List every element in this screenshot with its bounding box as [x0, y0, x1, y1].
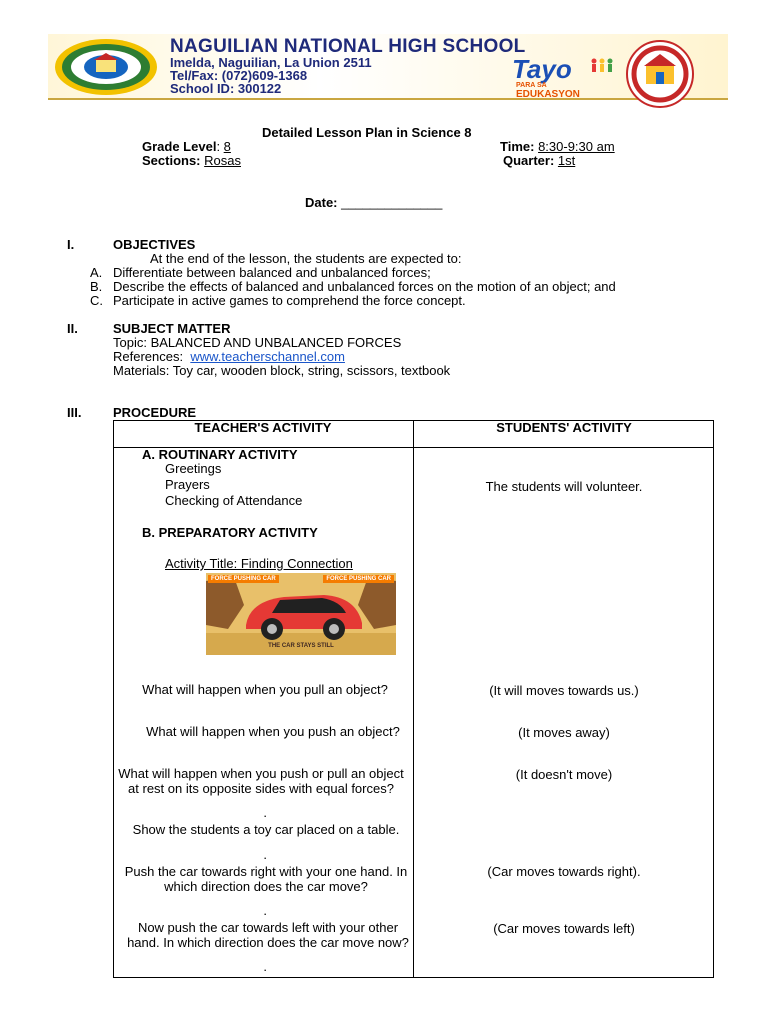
school-telfax: Tel/Fax: (072)609-1368	[170, 68, 308, 83]
time-label: Time:	[500, 139, 535, 154]
time	[500, 139, 615, 154]
grade-level	[142, 139, 231, 154]
routinary-item: Checking of Attendance	[165, 493, 303, 508]
subject-references	[113, 349, 345, 364]
routinary-heading: A. ROUTINARY ACTIVITY	[142, 447, 298, 462]
table-column-divider	[413, 420, 414, 978]
date-line	[305, 195, 442, 210]
answer-pull: (It will moves towards us.)	[489, 683, 639, 698]
question-pull: What will happen when you pull an object?	[142, 682, 388, 697]
question-push-right: Push the car towards right with your one hand. In which direction does the car move?	[124, 864, 408, 894]
answer-push-right: (Car moves towards right).	[487, 864, 641, 879]
quarter-value: 1st	[557, 153, 576, 168]
school-name: NAGUILIAN NATIONAL HIGH SCHOOL	[170, 36, 526, 57]
objective-c: Participate in active games to comprehend the force concept.	[113, 293, 466, 308]
tayo-logo	[510, 56, 620, 100]
objectives-heading: OBJECTIVES	[113, 237, 196, 252]
objective-c-letter: C.	[90, 293, 103, 308]
separator-dot: ·	[263, 850, 268, 865]
answer-push: (It moves away)	[518, 725, 610, 740]
document-title: Detailed Lesson Plan in Science 8	[262, 125, 472, 140]
separator-dot: ·	[263, 808, 268, 823]
sections-value: Rosas	[204, 153, 241, 168]
people-icon	[590, 58, 614, 72]
separator-dot: ·	[263, 962, 268, 977]
school-address: Imelda, Naguilian, La Union 2511	[170, 55, 372, 70]
image-label-right: FORCE PUSHING CAR	[323, 575, 394, 583]
objectives-numeral: I.	[67, 237, 75, 252]
question-push: What will happen when you push an object?	[146, 724, 400, 739]
date-blank: ______________	[341, 195, 443, 210]
subject-matter-numeral: II.	[67, 321, 78, 336]
objective-a-letter: A.	[90, 265, 103, 280]
subject-topic: Topic: BALANCED AND UNBALANCED FORCES	[113, 335, 402, 350]
tayo-sub2: EDUKASYON	[516, 89, 580, 100]
objective-a: Differentiate between balanced and unbalanced forces;	[113, 265, 431, 280]
separator-dot: ·	[263, 906, 268, 921]
subject-matter-heading: SUBJECT MATTER	[113, 321, 231, 336]
school-id: School ID: 300122	[170, 81, 282, 96]
procedure-heading: PROCEDURE	[113, 405, 197, 420]
objectives-intro: At the end of the lesson, the students are expected to:	[150, 251, 462, 266]
routinary-item: Prayers	[165, 477, 210, 492]
sections	[142, 153, 241, 168]
date-label: Date:	[305, 195, 338, 210]
image-label-left: FORCE PUSHING CAR	[208, 575, 279, 583]
routinary-student-response: The students will volunteer.	[485, 479, 643, 494]
time-value: 8:30-9:30 am	[538, 139, 615, 154]
answer-equal-forces: (It doesn't move)	[515, 767, 613, 782]
routinary-item: Greetings	[165, 461, 222, 476]
objective-b: Describe the effects of balanced and unbalanced forces on the motion of an object; and	[113, 279, 616, 294]
school-logo	[54, 38, 158, 96]
deped-seal	[626, 40, 694, 108]
activity-title: Activity Title: Finding Connection	[165, 556, 353, 571]
sections-label: Sections:	[142, 153, 201, 168]
references-label: References:	[113, 349, 184, 364]
question-push-left: Now push the car towards left with your other hand. In which direction does the car move now?	[127, 920, 409, 950]
grade-separator: :	[216, 139, 224, 154]
grade-label: Grade Level	[142, 139, 217, 154]
answer-push-left: (Car moves towards left)	[493, 921, 635, 936]
tayo-sub1: PARA SA	[516, 82, 547, 89]
objective-b-letter: B.	[90, 279, 103, 294]
procedure-numeral: III.	[67, 405, 82, 420]
references-link[interactable]: www.teacherschannel.com	[190, 349, 345, 364]
image-caption: THE CAR STAYS STILL	[268, 643, 334, 649]
car-illustration	[206, 573, 396, 655]
col-header-teacher: TEACHER'S ACTIVITY	[194, 420, 332, 435]
subject-materials: Materials: Toy car, wooden block, string, scissors, textbook	[113, 363, 451, 378]
question-equal-forces: What will happen when you push or pull an object at rest on its opposite sides with equal forces?	[118, 766, 404, 796]
col-header-students: STUDENTS' ACTIVITY	[496, 420, 632, 435]
grade-value: 8	[223, 139, 231, 154]
quarter-label: Quarter:	[503, 153, 555, 168]
quarter	[503, 153, 575, 168]
instruction-toy-car: Show the students a toy car placed on a table.	[132, 822, 400, 837]
preparatory-heading: B. PREPARATORY ACTIVITY	[142, 525, 318, 540]
tayo-logo-text: Tayo	[512, 54, 572, 84]
